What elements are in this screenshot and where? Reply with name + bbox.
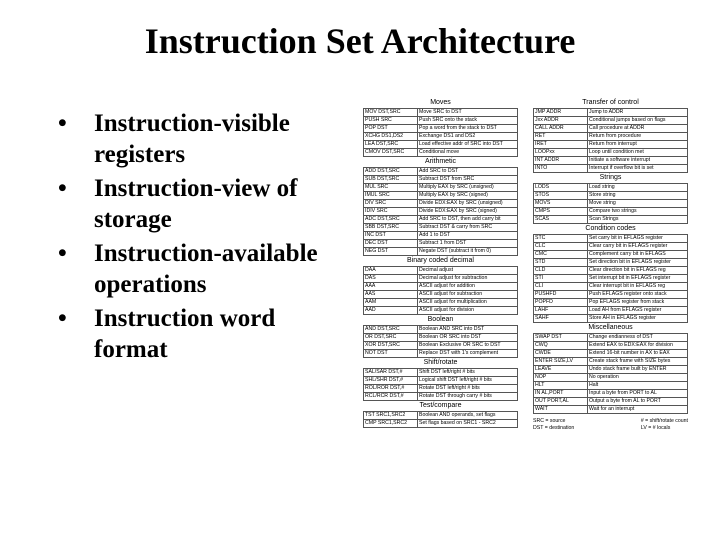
table-row — [534, 334, 688, 342]
table-row — [534, 157, 688, 165]
description-cell: Extend 16-bit number in AX to EAX — [588, 350, 688, 358]
description-cell: Loop until condition met — [588, 149, 688, 157]
table-row — [364, 224, 518, 232]
description-cell: Pop EFLAGS register from stack — [588, 299, 688, 307]
instruction-cell: NOP — [534, 374, 588, 382]
bullet-list — [52, 108, 352, 368]
instruction-cell: CLD — [534, 267, 588, 275]
table-row — [534, 267, 688, 275]
table-row — [534, 299, 688, 307]
table-row — [534, 315, 688, 323]
description-cell: Boolean OR SRC into DST — [418, 334, 518, 342]
instruction-cell: WAIT — [534, 406, 588, 414]
instruction-cell: SBB DST,SRC — [364, 224, 418, 232]
table-row — [364, 141, 518, 149]
table-row — [534, 251, 688, 259]
description-cell: Boolean Exclusive OR SRC to DST — [418, 342, 518, 350]
instruction-cell: SAHF — [534, 315, 588, 323]
table-row — [534, 109, 688, 117]
table-row — [534, 208, 688, 216]
bullet-item — [52, 173, 352, 235]
section-title: Transfer of control — [582, 99, 639, 106]
table-row — [534, 342, 688, 350]
table-row — [534, 350, 688, 358]
instruction-cell: INT ADDR — [534, 157, 588, 165]
section-title: Boolean — [427, 316, 454, 323]
section-title: Shift/rotate — [423, 359, 458, 366]
table-row — [364, 334, 518, 342]
description-cell: Set carry bit in EFLAGS register — [588, 235, 688, 243]
table-row — [364, 133, 518, 141]
instruction-table — [533, 234, 688, 323]
legend-src: SRC = source — [533, 418, 566, 424]
table-row — [534, 283, 688, 291]
bullet-text: Instruction-available operations — [94, 240, 318, 298]
instruction-cell: RCL/RCR DST,# — [364, 393, 418, 401]
instruction-cell: Jxx ADDR — [534, 117, 588, 125]
description-cell: ASCII adjust for division — [418, 307, 518, 315]
instruction-table — [363, 411, 518, 428]
table-row — [534, 259, 688, 267]
description-cell: Replace DST with 1's complement — [418, 350, 518, 358]
reference-column-right — [533, 98, 688, 432]
table-row — [534, 291, 688, 299]
table-row — [534, 382, 688, 390]
instruction-cell: CLC — [534, 243, 588, 251]
table-row — [364, 342, 518, 350]
table-row — [534, 200, 688, 208]
description-cell: Boolean AND operands, set flags — [418, 412, 518, 420]
instruction-table — [533, 333, 688, 414]
table-row — [534, 165, 688, 173]
table-row — [364, 307, 518, 315]
description-cell: Shift DST left/right # bits — [418, 369, 518, 377]
description-cell: Multiply EAX by SRC (signed) — [418, 192, 518, 200]
table-row — [534, 398, 688, 406]
instruction-cell: CWQ — [534, 342, 588, 350]
table-row — [364, 208, 518, 216]
description-cell: Interrupt if overflow bit is set — [588, 165, 688, 173]
bullet-item — [52, 238, 352, 300]
table-row — [534, 235, 688, 243]
description-cell: Return from interrupt — [588, 141, 688, 149]
instruction-cell: ENTER SIZE,LV — [534, 358, 588, 366]
description-cell: Set flags based on SRC1 - SRC2 — [418, 420, 518, 428]
instruction-cell: PUSH SRC — [364, 117, 418, 125]
table-row — [534, 125, 688, 133]
instruction-cell: LODS — [534, 184, 588, 192]
instruction-cell: TST SRC1,SRC2 — [364, 412, 418, 420]
instruction-cell: CMPS — [534, 208, 588, 216]
description-cell: Subtract DST & carry from SRC — [418, 224, 518, 232]
description-cell: Conditional jumps based on flags — [588, 117, 688, 125]
section-title: Moves — [430, 99, 451, 106]
description-cell: Create stack frame with SIZE bytes — [588, 358, 688, 366]
bullet-text: Instruction-view of storage — [94, 175, 298, 233]
table-row — [534, 141, 688, 149]
description-cell: Rotate DST left/right # bits — [418, 385, 518, 393]
instruction-table — [363, 108, 518, 157]
description-cell: Change endianness of DST — [588, 334, 688, 342]
bullet-item — [52, 303, 352, 365]
table-row — [364, 184, 518, 192]
reference-right-tables — [533, 98, 688, 414]
table-row — [534, 275, 688, 283]
table-row — [534, 390, 688, 398]
instruction-cell: DAS — [364, 275, 418, 283]
instruction-cell: LAHF — [534, 307, 588, 315]
instruction-cell: CMP SRC1,SRC2 — [364, 420, 418, 428]
description-cell: Call procedure at ADDR — [588, 125, 688, 133]
instruction-cell: INTO — [534, 165, 588, 173]
description-cell: Load AH from EFLAGS register — [588, 307, 688, 315]
table-row — [364, 200, 518, 208]
table-row — [364, 176, 518, 184]
table-row — [364, 275, 518, 283]
instruction-cell: SUB DST,SRC — [364, 176, 418, 184]
description-cell: Conditional move — [418, 149, 518, 157]
description-cell: Store AH in EFLAGS register — [588, 315, 688, 323]
description-cell: Extend EAX to EDX:EAX for division — [588, 342, 688, 350]
instruction-reference-figure — [363, 98, 693, 534]
table-row — [364, 117, 518, 125]
instruction-cell: AND DST,SRC — [364, 326, 418, 334]
instruction-cell: MOVS — [534, 200, 588, 208]
legend-left — [533, 418, 574, 432]
section-title: Condition codes — [585, 225, 636, 232]
bullet-marker: • — [58, 175, 67, 202]
instruction-table — [363, 368, 518, 401]
instruction-cell: SWAP DST — [534, 334, 588, 342]
table-row — [364, 192, 518, 200]
instruction-cell: CLI — [534, 283, 588, 291]
description-cell: Move SRC to DST — [418, 109, 518, 117]
instruction-cell: DAA — [364, 267, 418, 275]
section-title: Binary coded decimal — [407, 257, 474, 264]
description-cell: Clear direction bit in EFLAGS reg — [588, 267, 688, 275]
instruction-cell: CWDE — [534, 350, 588, 358]
description-cell: Divide EDX:EAX by SRC (unsigned) — [418, 200, 518, 208]
instruction-table — [533, 183, 688, 224]
table-row — [364, 216, 518, 224]
bullet-marker: • — [58, 305, 67, 332]
section-title: Miscellaneous — [588, 324, 633, 331]
table-row — [534, 406, 688, 414]
table-row — [364, 377, 518, 385]
description-cell: Push SRC onto the stack — [418, 117, 518, 125]
bullet-marker: • — [58, 110, 67, 137]
description-cell: Boolean AND SRC into DST — [418, 326, 518, 334]
description-cell: Clear interrupt bit in EFLAGS reg — [588, 283, 688, 291]
table-row — [364, 291, 518, 299]
legend-lv: LV = # locals — [640, 425, 671, 431]
description-cell: Jump to ADDR — [588, 109, 688, 117]
table-row — [364, 267, 518, 275]
instruction-cell: JMP ADDR — [534, 109, 588, 117]
table-row — [534, 366, 688, 374]
instruction-cell: STC — [534, 235, 588, 243]
instruction-cell: SAL/SAR DST,# — [364, 369, 418, 377]
table-row — [364, 412, 518, 420]
instruction-cell: ADC DST,SRC — [364, 216, 418, 224]
instruction-table — [363, 167, 518, 256]
description-cell: Negate DST (subtract it from 0) — [418, 248, 518, 256]
instruction-cell: OUT PORT,AL — [534, 398, 588, 406]
instruction-cell: CALL ADDR — [534, 125, 588, 133]
slide-title: Instruction Set Architecture — [144, 21, 576, 61]
instruction-cell: CMOV DST,SRC — [364, 149, 418, 157]
legend-shift: # = shift/rotate count — [640, 418, 688, 424]
description-cell: Exchange DS1 and DS2 — [418, 133, 518, 141]
description-cell: Input a byte from PORT to AL — [588, 390, 688, 398]
table-row — [534, 358, 688, 366]
instruction-cell: INC DST — [364, 232, 418, 240]
description-cell: Undo stack frame built by ENTER — [588, 366, 688, 374]
description-cell: Decimal adjust for subtraction — [418, 275, 518, 283]
description-cell: Divide EDX:EAX by SRC (signed) — [418, 208, 518, 216]
table-row — [534, 216, 688, 224]
description-cell: ASCII adjust for addition — [418, 283, 518, 291]
instruction-cell: NEG DST — [364, 248, 418, 256]
description-cell: Complement carry bit in EFLAGS — [588, 251, 688, 259]
table-row — [364, 149, 518, 157]
instruction-cell: DEC DST — [364, 240, 418, 248]
table-row — [364, 326, 518, 334]
description-cell: Load string — [588, 184, 688, 192]
instruction-cell: LEA DST,SRC — [364, 141, 418, 149]
table-row — [364, 283, 518, 291]
instruction-cell: DIV SRC — [364, 200, 418, 208]
table-row — [534, 149, 688, 157]
table-row — [364, 125, 518, 133]
instruction-table — [363, 325, 518, 358]
table-row — [534, 192, 688, 200]
bullet-text: Instruction word format — [94, 305, 276, 363]
instruction-cell: MOV DST,SRC — [364, 109, 418, 117]
table-row — [364, 240, 518, 248]
description-cell: Compare two strings — [588, 208, 688, 216]
table-row — [364, 369, 518, 377]
description-cell: Wait for an interrupt — [588, 406, 688, 414]
section-title: Test/compare — [419, 402, 462, 409]
description-cell: Rotate DST through carry # bits — [418, 393, 518, 401]
table-row — [364, 168, 518, 176]
instruction-cell: IRET — [534, 141, 588, 149]
description-cell: Add SRC to DST, then add carry bit — [418, 216, 518, 224]
description-cell: Halt — [588, 382, 688, 390]
bullet-item — [52, 108, 352, 170]
instruction-cell: RET — [534, 133, 588, 141]
instruction-cell: XOR DST,SRC — [364, 342, 418, 350]
instruction-cell: IMUL SRC — [364, 192, 418, 200]
instruction-cell: AAS — [364, 291, 418, 299]
description-cell: ASCII adjust for multiplication — [418, 299, 518, 307]
instruction-table — [533, 108, 688, 173]
description-cell: Subtract DST from SRC — [418, 176, 518, 184]
description-cell: Multiply EAX by SRC (unsigned) — [418, 184, 518, 192]
description-cell: Move string — [588, 200, 688, 208]
instruction-cell: MUL SRC — [364, 184, 418, 192]
description-cell: Load effective addr of SRC into DST — [418, 141, 518, 149]
description-cell: Logical shift DST left/right # bits — [418, 377, 518, 385]
description-cell: Scan Strings — [588, 216, 688, 224]
description-cell: Set direction bit in EFLAGS register — [588, 259, 688, 267]
table-row — [364, 232, 518, 240]
description-cell: Add SRC to DST — [418, 168, 518, 176]
table-row — [534, 243, 688, 251]
description-cell: Decimal adjust — [418, 267, 518, 275]
description-cell: Output a byte from AL to PORT — [588, 398, 688, 406]
instruction-cell: NOT DST — [364, 350, 418, 358]
section-title: Strings — [599, 174, 622, 181]
instruction-cell: POP DST — [364, 125, 418, 133]
description-cell: Push EFLAGS register onto stack — [588, 291, 688, 299]
description-cell: Return from procedure — [588, 133, 688, 141]
bullet-text: Instruction-visible registers — [94, 110, 290, 168]
instruction-cell: STD — [534, 259, 588, 267]
instruction-cell: SHL/SHR DST,# — [364, 377, 418, 385]
description-cell: Set interrupt bit in EFLAGS register — [588, 275, 688, 283]
table-row — [364, 385, 518, 393]
legend-dst: DST = destination — [533, 425, 575, 431]
table-row — [364, 350, 518, 358]
instruction-cell: HLT — [534, 382, 588, 390]
instruction-cell: XCHG DS1,DS2 — [364, 133, 418, 141]
description-cell: Clear carry bit in EFLAGS register — [588, 243, 688, 251]
description-cell: Add 1 to DST — [418, 232, 518, 240]
description-cell: No operation — [588, 374, 688, 382]
instruction-cell: AAD — [364, 307, 418, 315]
table-row — [364, 420, 518, 428]
instruction-cell: IDIV SRC — [364, 208, 418, 216]
bullet-marker: • — [58, 240, 67, 267]
instruction-cell: CMC — [534, 251, 588, 259]
table-row — [534, 133, 688, 141]
legend-right — [641, 418, 688, 432]
description-cell: ASCII adjust for subtraction — [418, 291, 518, 299]
description-cell: Initiate a software interrupt — [588, 157, 688, 165]
description-cell: Pop a word from the stack to DST — [418, 125, 518, 133]
reference-legend — [533, 418, 688, 432]
table-row — [364, 109, 518, 117]
table-row — [364, 393, 518, 401]
table-row — [364, 248, 518, 256]
instruction-cell: AAA — [364, 283, 418, 291]
instruction-cell: SCAS — [534, 216, 588, 224]
table-row — [534, 307, 688, 315]
table-row — [364, 299, 518, 307]
instruction-cell: POPFD — [534, 299, 588, 307]
instruction-cell: STI — [534, 275, 588, 283]
instruction-cell: LOOPxx — [534, 149, 588, 157]
table-row — [534, 184, 688, 192]
instruction-table — [363, 266, 518, 315]
instruction-cell: ROL/ROR DST,# — [364, 385, 418, 393]
table-row — [534, 374, 688, 382]
instruction-cell: OR DST,SRC — [364, 334, 418, 342]
instruction-cell: STOS — [534, 192, 588, 200]
instruction-cell: LEAVE — [534, 366, 588, 374]
instruction-cell: AAM — [364, 299, 418, 307]
instruction-cell: PUSHFD — [534, 291, 588, 299]
instruction-cell: IN AL,PORT — [534, 390, 588, 398]
instruction-cell: ADD DST,SRC — [364, 168, 418, 176]
table-row — [534, 117, 688, 125]
section-title: Arithmetic — [424, 158, 457, 165]
description-cell: Store string — [588, 192, 688, 200]
description-cell: Subtract 1 from DST — [418, 240, 518, 248]
reference-column-left — [363, 98, 518, 428]
